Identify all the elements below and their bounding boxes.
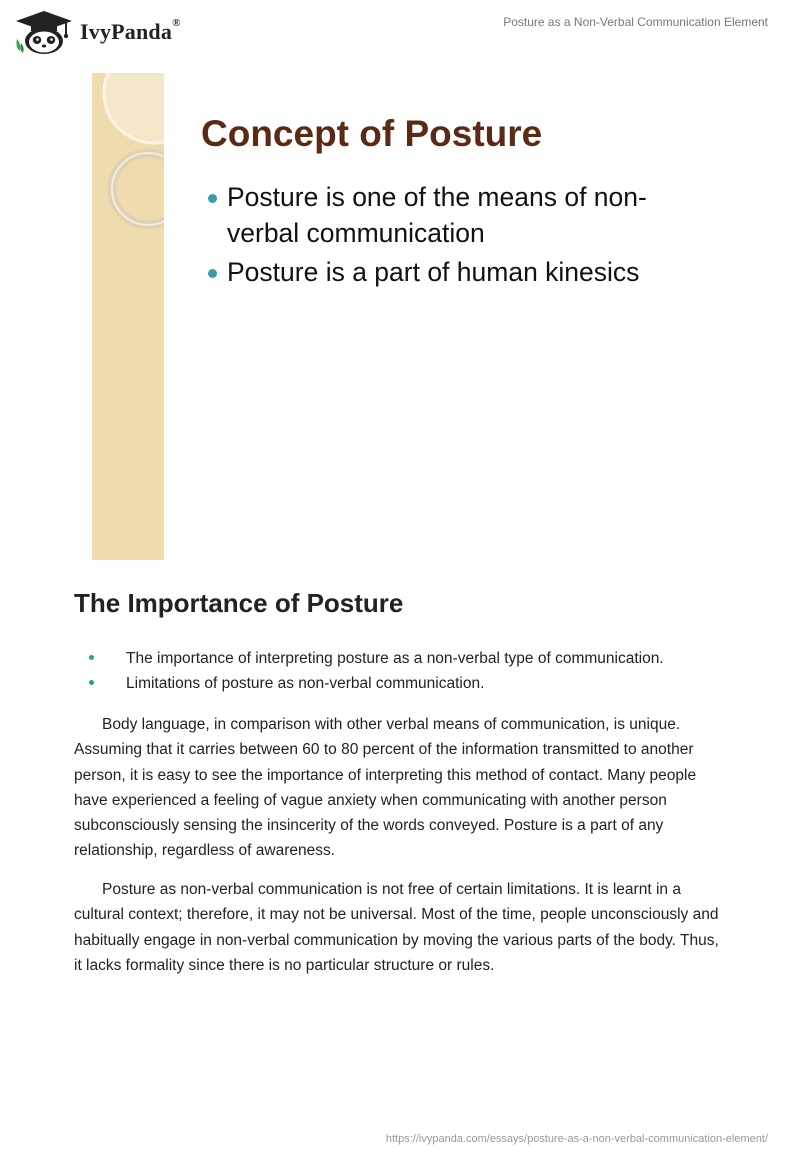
- slide-bullet-list: [208, 179, 698, 293]
- presentation-slide: [92, 73, 712, 560]
- body-paragraph: Body language, in comparison with other verbal means of communication, is unique. Assuming that it carries between 60 to 80 percent of the information transmitted to another person, it is easy to see the importance of interpreting this method of contact. Many people have experienced a feeling of vague anxiety when communicating with another person subconsciously sensing the insincerity of the words conveyed. Posture is a part of any relationship, regardless of awareness.: [74, 716, 697, 860]
- bullet-dot-icon: [208, 194, 217, 203]
- document-title: Posture as a Non-Verbal Communication Element: [503, 15, 768, 29]
- page-header: [0, 0, 800, 60]
- bullet-dot-icon: [89, 680, 94, 685]
- source-url-link[interactable]: https://ivypanda.com/essays/posture-as-a-non-verbal-communication-element/: [385, 1133, 768, 1145]
- list-item: Limitations of posture as non-verbal communication.: [86, 671, 766, 696]
- bullet-dot-icon: [89, 655, 94, 660]
- slide-title: Concept of Posture: [201, 113, 543, 154]
- bullet-dot-icon: [208, 269, 217, 278]
- decorative-strip: [92, 73, 164, 560]
- section-heading: The Importance of Posture: [74, 588, 404, 618]
- slide-bullet: Posture is a part of human kinesics: [208, 254, 698, 290]
- ivypanda-logo[interactable]: [14, 9, 181, 55]
- key-points-list: [86, 646, 766, 696]
- brand-name: IvyPanda®: [80, 17, 181, 44]
- panda-mascot-icon: [14, 9, 74, 55]
- slide-bullet: Posture is one of the means of non-verbal communication: [208, 179, 698, 251]
- list-item: The importance of interpreting posture as a non-verbal type of communication.: [86, 646, 766, 671]
- body-paragraph: Posture as non-verbal communication is not free of certain limitations. It is learnt in a cultural context; therefore, it may not be universal. Most of the time, people unconsciously and habitually engage in non-verbal communication by moving the various parts of the body. Thus, it lacks formality since there is no particular structure or rules.: [74, 881, 719, 974]
